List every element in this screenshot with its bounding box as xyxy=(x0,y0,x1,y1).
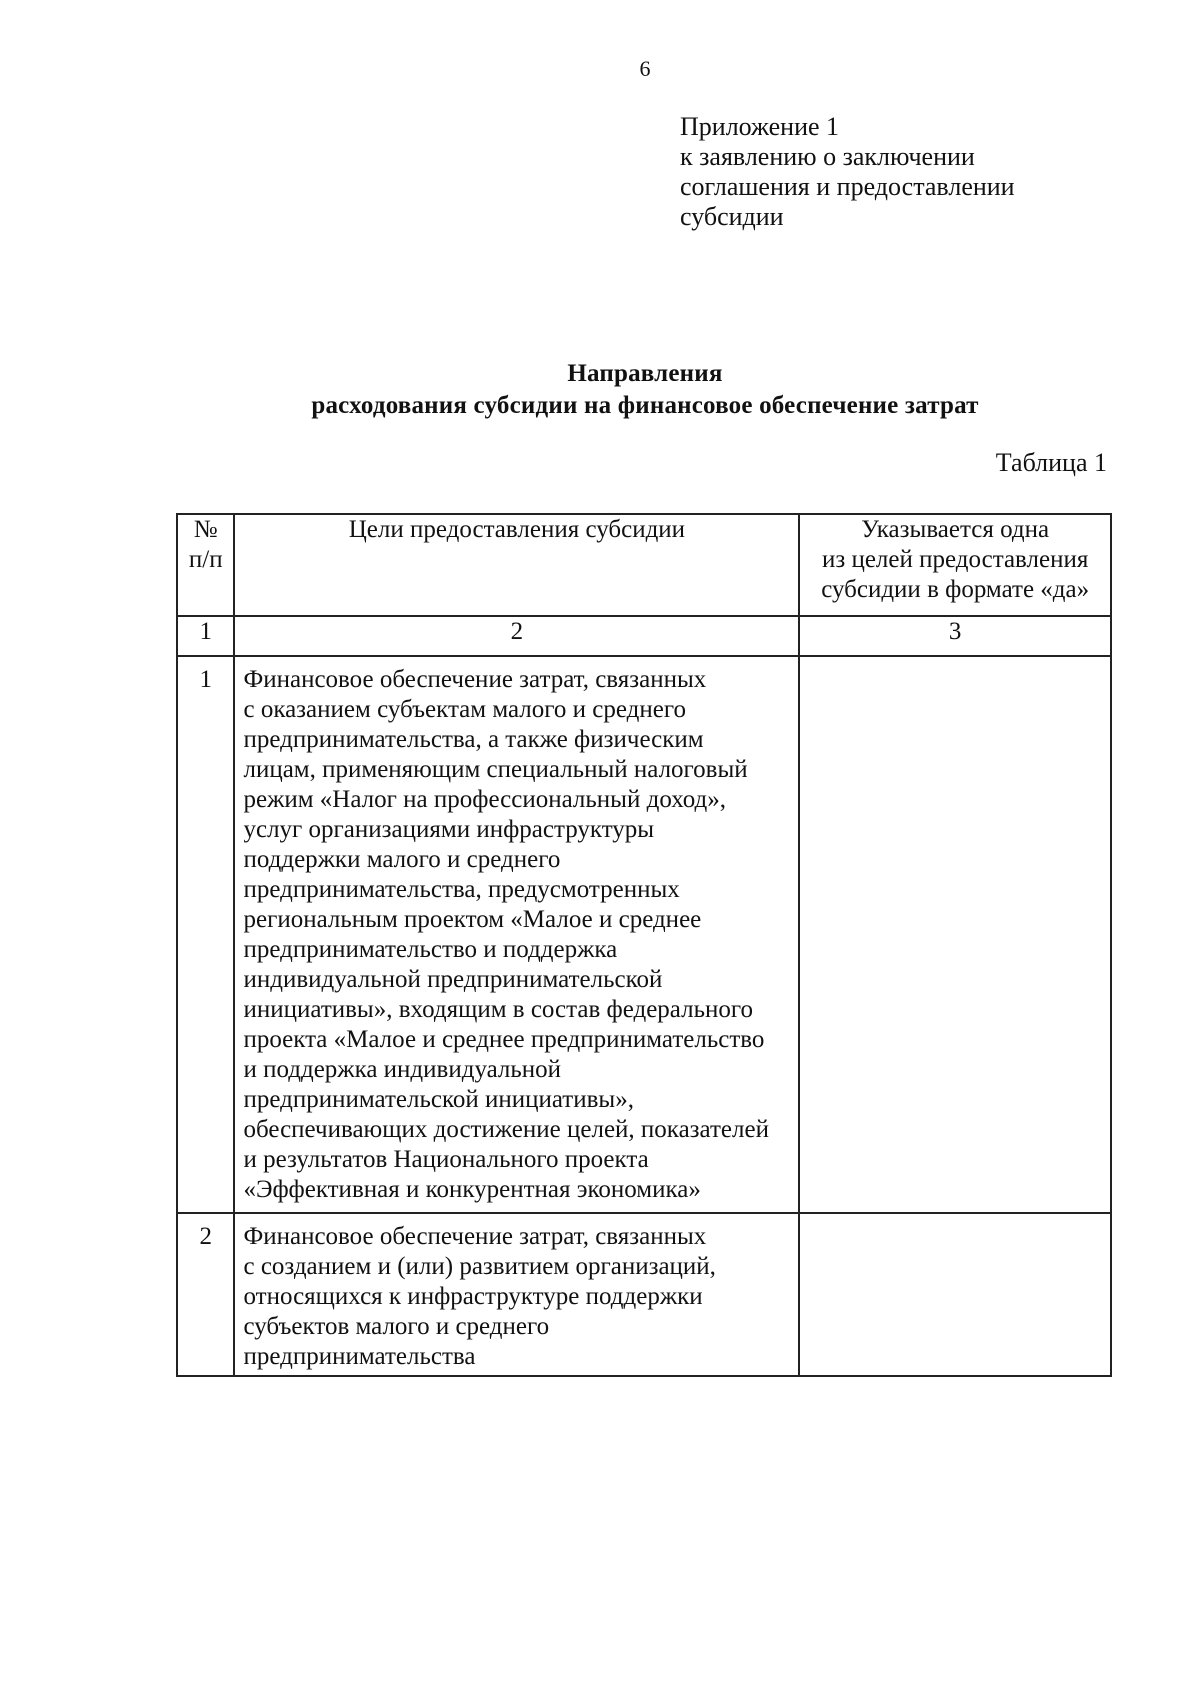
appendix-line: Приложение 1 xyxy=(680,112,840,141)
appendix-note xyxy=(680,112,1015,232)
table-header-row xyxy=(177,514,1111,616)
title-line-2: расходования субсидии на финансовое обеспечение затрат xyxy=(311,392,979,419)
appendix-line: к заявлению о заключении xyxy=(680,142,975,171)
title-line-1: Направления xyxy=(567,360,723,387)
appendix-line: субсидии xyxy=(680,202,784,231)
document-title xyxy=(0,358,1200,422)
row-number: 1 xyxy=(177,656,234,1213)
appendix-line: соглашения и предоставлении xyxy=(680,172,1015,201)
row-goal: Финансовое обеспечение затрат, связанных с оказанием субъектам малого и среднего предпринимательства, а также физическим лицам, применяющим специальный налоговый режим «Налог на профессиональный доход», услуг организациями инфраструктуры поддержки малого и среднего предпринимательства, предусмотренных региональным проектом «Малое и среднее предпринимательство и поддержка индивидуальной предпринимательской инициативы», входящим в состав федерального проекта «Малое и среднее предпринимательство и поддержка индивидуальной предпринимательской инициативы», обеспечивающих достижение целей, показателей и результатов Национального проекта «Эффективная и конкурентная экономика» xyxy=(234,656,799,1213)
header-goal: Цели предоставления субсидии xyxy=(234,514,799,616)
index-cell: 1 xyxy=(177,616,234,656)
row-mark-cell[interactable] xyxy=(799,1213,1111,1376)
table-row xyxy=(177,1213,1111,1376)
table-row xyxy=(177,656,1111,1213)
row-goal: Финансовое обеспечение затрат, связанных с созданием и (или) развитием организаций, относящихся к инфраструктуре поддержки субъектов малого и среднего предпринимательства xyxy=(234,1213,799,1376)
index-cell: 3 xyxy=(799,616,1111,656)
row-number: 2 xyxy=(177,1213,234,1376)
table-index-row xyxy=(177,616,1111,656)
subsidy-goals-table xyxy=(176,513,1112,1377)
row-mark-cell[interactable] xyxy=(799,656,1111,1213)
header-mark: Указывается одна из целей предоставления субсидии в формате «да» xyxy=(799,514,1111,616)
header-num: № п/п xyxy=(177,514,234,616)
index-cell: 2 xyxy=(234,616,799,656)
page-number: 6 xyxy=(639,56,651,81)
table-label: Таблица 1 xyxy=(995,448,1107,477)
